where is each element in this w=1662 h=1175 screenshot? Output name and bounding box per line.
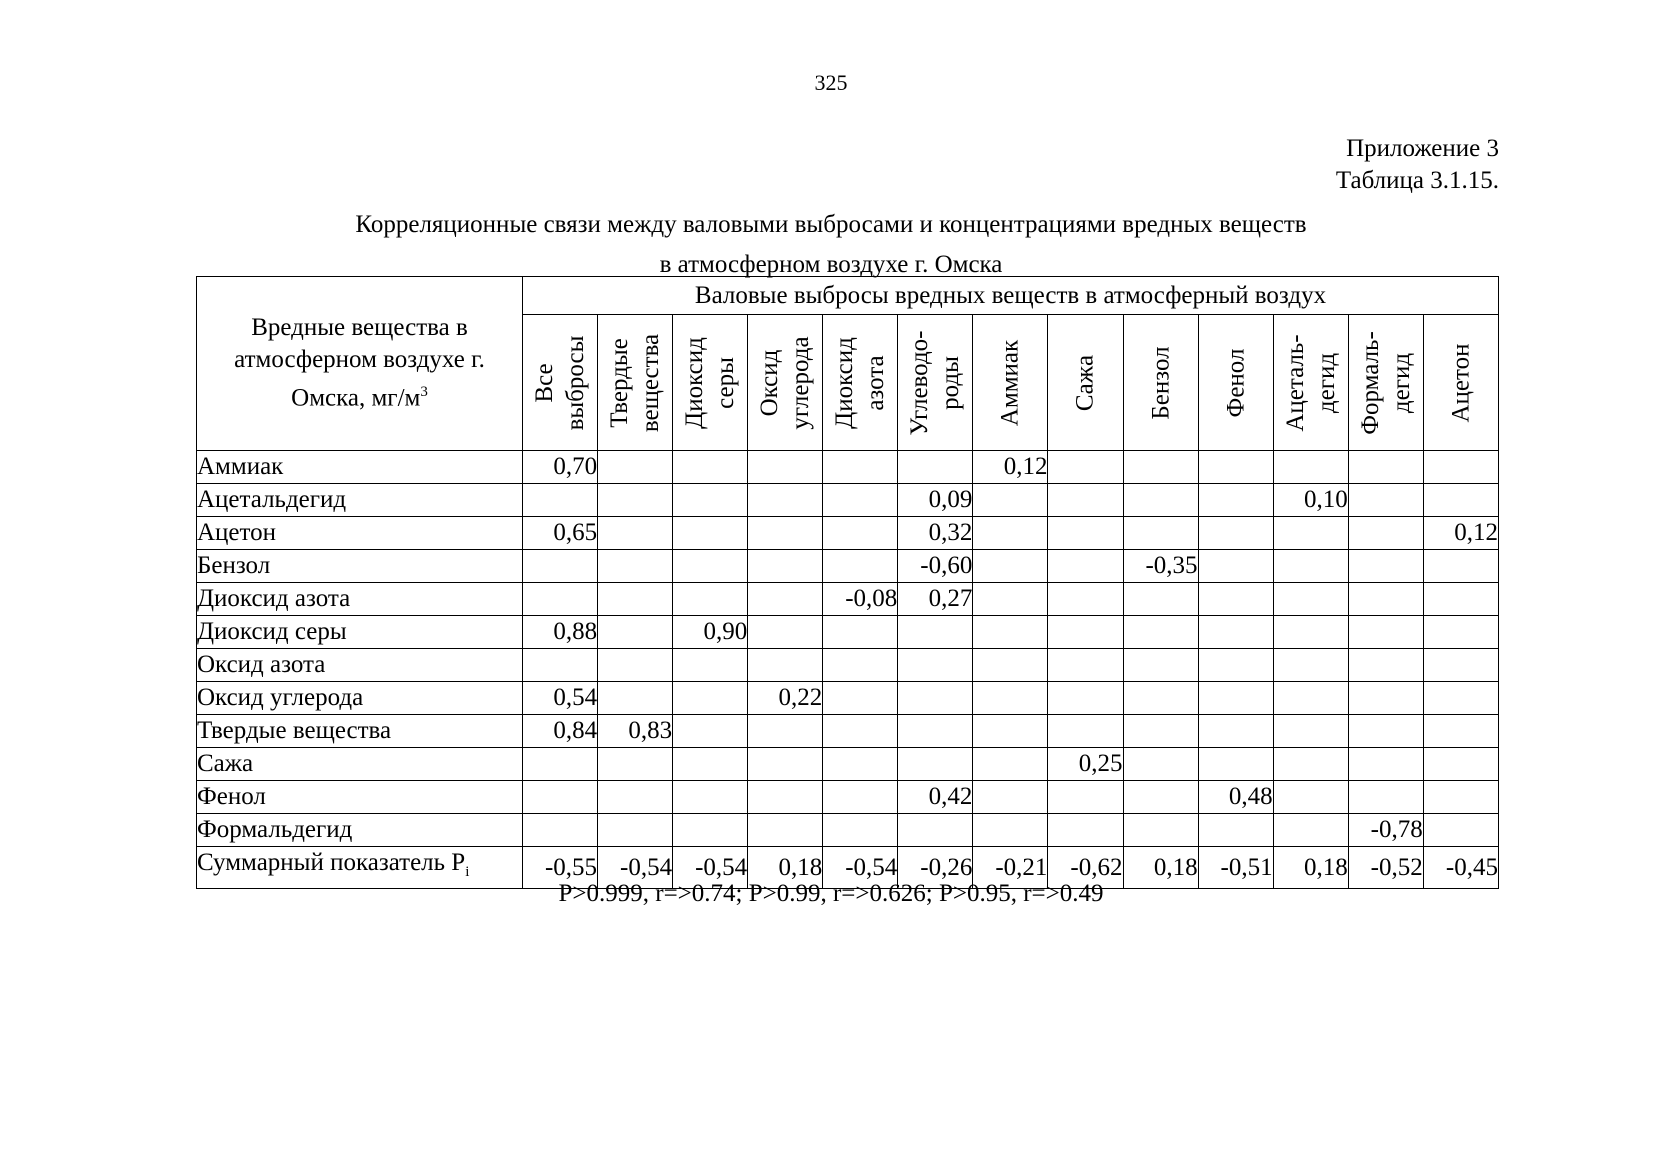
value-cell [673,682,748,715]
value-cell [1348,715,1423,748]
value-cell: -0,54 [823,847,898,889]
value-cell [1123,451,1198,484]
value-cell [598,682,673,715]
value-cell: -0,08 [823,583,898,616]
value-cell [523,748,598,781]
value-cell [1423,451,1498,484]
table-row [197,550,1499,583]
value-cell [598,814,673,847]
value-cell [973,781,1048,814]
value-cell [973,682,1048,715]
column-header-line-2: азота [862,354,890,411]
value-cell [823,814,898,847]
value-cell [1048,814,1123,847]
value-cell [1423,484,1498,517]
value-cell [1423,649,1498,682]
value-cell [523,583,598,616]
value-cell [973,583,1048,616]
row-label-text: Диоксид азота [197,585,351,612]
value-cell [973,748,1048,781]
table-row [197,451,1499,484]
value-cell [1348,616,1423,649]
value-cell: 0,12 [973,451,1048,484]
column-header [1123,315,1198,451]
value-cell: -0,60 [898,550,973,583]
value-cell: -0,45 [1423,847,1498,889]
value-cell: -0,26 [898,847,973,889]
value-cell [1273,682,1348,715]
value-cell: 0,48 [1198,781,1273,814]
value-cell [898,682,973,715]
value-cell: -0,52 [1348,847,1423,889]
table-row [197,583,1499,616]
column-header [1273,315,1348,451]
value-cell [1198,814,1273,847]
value-cell: 0,65 [523,517,598,550]
value-cell [973,649,1048,682]
appendix-block [1336,133,1499,197]
table-row [197,715,1499,748]
value-cell [1123,649,1198,682]
row-label-text: Твердые вещества [197,717,392,744]
group-header: Валовые выбросы вредных веществ в атмосферный воздух [523,277,1499,315]
value-cell [748,484,823,517]
value-cell [523,649,598,682]
value-cell [1423,715,1498,748]
value-cell [748,715,823,748]
value-cell [598,550,673,583]
row-header-line-3 [197,376,522,414]
value-cell [673,517,748,550]
row-label-text: Сажа [197,750,254,777]
value-cell [1198,649,1273,682]
column-header [1423,315,1498,451]
column-header-line-1: Диоксид [831,336,859,429]
value-cell [898,715,973,748]
value-cell: -0,21 [973,847,1048,889]
column-header [1048,315,1123,451]
value-cell [1123,748,1198,781]
value-cell: 0,27 [898,583,973,616]
value-cell [1273,715,1348,748]
value-cell [598,517,673,550]
value-cell [598,616,673,649]
column-header-text [1220,348,1251,417]
value-cell [823,715,898,748]
value-cell [1048,550,1123,583]
page-number: 325 [814,70,848,95]
table-title-line-2: в атмосферном воздухе г. Омска [659,251,1003,278]
row-label [197,682,523,715]
value-cell [523,484,598,517]
value-cell [898,649,973,682]
column-header [973,315,1048,451]
appendix-label: Приложение 3 [1346,135,1499,162]
value-cell: 0,70 [523,451,598,484]
value-cell [1273,583,1348,616]
value-cell: 0,22 [748,682,823,715]
column-header-line-1: Оксид [756,349,784,416]
value-cell [1273,748,1348,781]
column-header-line-1: Твердые [606,337,634,428]
value-cell [1423,583,1498,616]
value-cell [1123,583,1198,616]
value-cell [523,550,598,583]
row-label [197,814,523,847]
column-header-line-2: углерода [787,335,815,430]
value-cell [1048,781,1123,814]
column-header-line-1: Все [531,362,559,403]
value-cell [673,748,748,781]
column-header-text [529,335,591,430]
column-header-text [1070,354,1101,410]
column-header [898,315,973,451]
row-label-text: Суммарный показатель P [197,849,466,876]
row-label-text: Оксид азота [197,651,326,678]
value-cell [1123,682,1198,715]
value-cell: -0,78 [1348,814,1423,847]
value-cell [523,814,598,847]
column-header-line-1: Формаль- [1356,330,1384,435]
value-cell [748,814,823,847]
column-header [1198,315,1273,451]
value-cell [1123,781,1198,814]
value-cell [823,484,898,517]
column-header-line-2: вещества [637,333,665,432]
value-cell [1048,484,1123,517]
column-header [523,315,598,451]
value-cell [1273,616,1348,649]
table-row [197,748,1499,781]
value-cell [1348,517,1423,550]
value-cell [748,517,823,550]
value-cell [823,517,898,550]
row-label [197,616,523,649]
column-header-line-2: выбросы [562,335,590,430]
column-header-line-1: Диоксид [681,336,709,429]
value-cell: 0,88 [523,616,598,649]
value-cell: 0,25 [1048,748,1123,781]
column-header-text [829,337,891,429]
value-cell [1048,583,1123,616]
value-cell [1273,451,1348,484]
row-label-text: Диоксид серы [197,618,347,645]
value-cell [748,583,823,616]
value-cell [1423,814,1498,847]
value-cell [1348,484,1423,517]
value-cell [598,484,673,517]
value-cell [1048,451,1123,484]
table-row [197,682,1499,715]
value-cell [1273,550,1348,583]
value-cell [898,451,973,484]
row-label [197,550,523,583]
value-cell [823,616,898,649]
value-cell: -0,54 [673,847,748,889]
value-cell: 0,42 [898,781,973,814]
value-cell: 0,18 [1273,847,1348,889]
value-cell [898,814,973,847]
value-cell [1273,814,1348,847]
table-number: Таблица 3.1.15. [1335,167,1499,194]
value-cell [598,748,673,781]
column-header [598,315,673,451]
row-header-cell [197,277,523,451]
value-cell [1123,484,1198,517]
row-label-text: Формальдегид [197,816,353,843]
value-cell [748,616,823,649]
table-title [0,205,1662,285]
value-cell [973,715,1048,748]
column-header-text [754,336,816,429]
column-header-line-2: серы [712,356,740,409]
value-cell [1048,649,1123,682]
value-cell [1348,748,1423,781]
column-header-text [604,333,666,431]
value-cell [1198,451,1273,484]
value-cell [598,781,673,814]
row-header-line-2: атмосферном воздухе г. [234,346,485,374]
value-cell [1048,517,1123,550]
column-header-line-1: Сажа [1071,354,1099,411]
column-header-line-1: Ацеталь- [1281,333,1309,432]
value-cell [1198,517,1273,550]
value-cell [598,583,673,616]
value-cell [973,814,1048,847]
value-cell [598,451,673,484]
value-cell: 0,18 [1123,847,1198,889]
row-label-text: Оксид углерода [197,684,364,711]
row-label-text: Ацетальдегид [197,486,347,513]
value-cell [673,781,748,814]
value-cell [1273,649,1348,682]
column-header-line-1: Углеводо- [906,329,934,436]
value-cell [673,715,748,748]
value-cell [1198,550,1273,583]
value-cell [673,814,748,847]
row-label-text: Бензол [197,552,271,579]
row-label [197,748,523,781]
value-cell [973,550,1048,583]
value-cell [673,484,748,517]
value-cell [523,781,598,814]
value-cell [898,616,973,649]
row-label [197,484,523,517]
table-row [197,781,1499,814]
value-cell: -0,35 [1123,550,1198,583]
correlation-table [196,276,1499,889]
value-cell: -0,54 [598,847,673,889]
column-header [1348,315,1423,451]
value-cell [748,550,823,583]
value-cell: 0,32 [898,517,973,550]
row-label [197,649,523,682]
row-header-unit: Омска, мг/м [291,384,421,412]
value-cell [973,616,1048,649]
column-header-line-1: Бензол [1147,345,1175,420]
table-body [197,451,1499,889]
column-header-text [1145,346,1176,419]
row-label-text: Фенол [197,783,266,810]
value-cell [1423,550,1498,583]
value-cell: 0,54 [523,682,598,715]
value-cell [1123,715,1198,748]
column-header-line-2: дегид [1312,352,1340,413]
row-header-line-1: Вредные вещества в [251,314,468,342]
value-cell [823,550,898,583]
value-cell [1348,649,1423,682]
value-cell [1198,682,1273,715]
column-header-line-1: Фенол [1222,348,1250,417]
table-title-line-1: Корреляционные связи между валовыми выбросами и концентрациями вредных веществ [355,211,1307,238]
value-cell: 0,10 [1273,484,1348,517]
value-cell: -0,62 [1048,847,1123,889]
column-header-text [904,330,966,435]
column-header [823,315,898,451]
value-cell: 0,90 [673,616,748,649]
value-cell [1123,517,1198,550]
value-cell [1048,715,1123,748]
column-header-text [1355,331,1417,435]
value-cell [673,583,748,616]
value-cell [823,682,898,715]
value-cell [1048,682,1123,715]
value-cell [1198,616,1273,649]
value-cell [823,649,898,682]
value-cell [1423,682,1498,715]
value-cell [1198,748,1273,781]
value-cell [673,451,748,484]
value-cell [1423,781,1498,814]
value-cell [1348,682,1423,715]
row-label [197,715,523,748]
value-cell [1423,748,1498,781]
table-row [197,649,1499,682]
column-header [673,315,748,451]
column-header-text [1280,334,1342,431]
value-cell: -0,51 [1198,847,1273,889]
value-cell: 0,09 [898,484,973,517]
table-row [197,814,1499,847]
value-cell [1348,451,1423,484]
value-cell [748,748,823,781]
column-header-text [1445,343,1476,422]
value-cell [823,451,898,484]
value-cell [1348,550,1423,583]
table-row [197,517,1499,550]
value-cell [1423,616,1498,649]
row-label-text: Ацетон [197,519,277,546]
value-cell [1348,781,1423,814]
column-header-line-1: Ацетон [1447,342,1475,423]
value-cell: 0,84 [523,715,598,748]
table-row [197,616,1499,649]
significance-note: P>0.999, r=>0.74; P>0.99, r=>0.626; P>0.95, r=>0.49 [558,880,1104,907]
value-cell [673,550,748,583]
row-label [197,451,523,484]
value-cell [1273,781,1348,814]
value-cell: 0,83 [598,715,673,748]
row-header-unit-superscript: 3 [420,384,428,401]
row-label-text: Аммиак [197,453,284,480]
column-header-line-2: роды [937,355,965,410]
value-cell [598,649,673,682]
value-cell: 0,12 [1423,517,1498,550]
row-label-subscript: i [465,864,470,880]
value-cell [1273,517,1348,550]
value-cell: 0,18 [748,847,823,889]
value-cell [973,517,1048,550]
value-cell [1198,583,1273,616]
value-cell [748,451,823,484]
value-cell [1198,484,1273,517]
value-cell [1198,715,1273,748]
value-cell: -0,55 [523,847,598,889]
value-cell [1048,616,1123,649]
value-cell [823,781,898,814]
column-header-line-2: дегид [1387,352,1415,413]
column-header-text [995,339,1026,425]
value-cell [748,781,823,814]
value-cell [1123,616,1198,649]
value-cell [823,748,898,781]
value-cell [673,649,748,682]
value-cell [898,748,973,781]
value-cell [1348,583,1423,616]
table-row [197,484,1499,517]
value-cell [973,484,1048,517]
value-cell [1123,814,1198,847]
value-cell [748,649,823,682]
row-label [197,781,523,814]
column-header [748,315,823,451]
row-label [197,583,523,616]
row-label [197,517,523,550]
column-header-line-1: Аммиак [996,339,1024,426]
column-header-text [679,337,741,429]
